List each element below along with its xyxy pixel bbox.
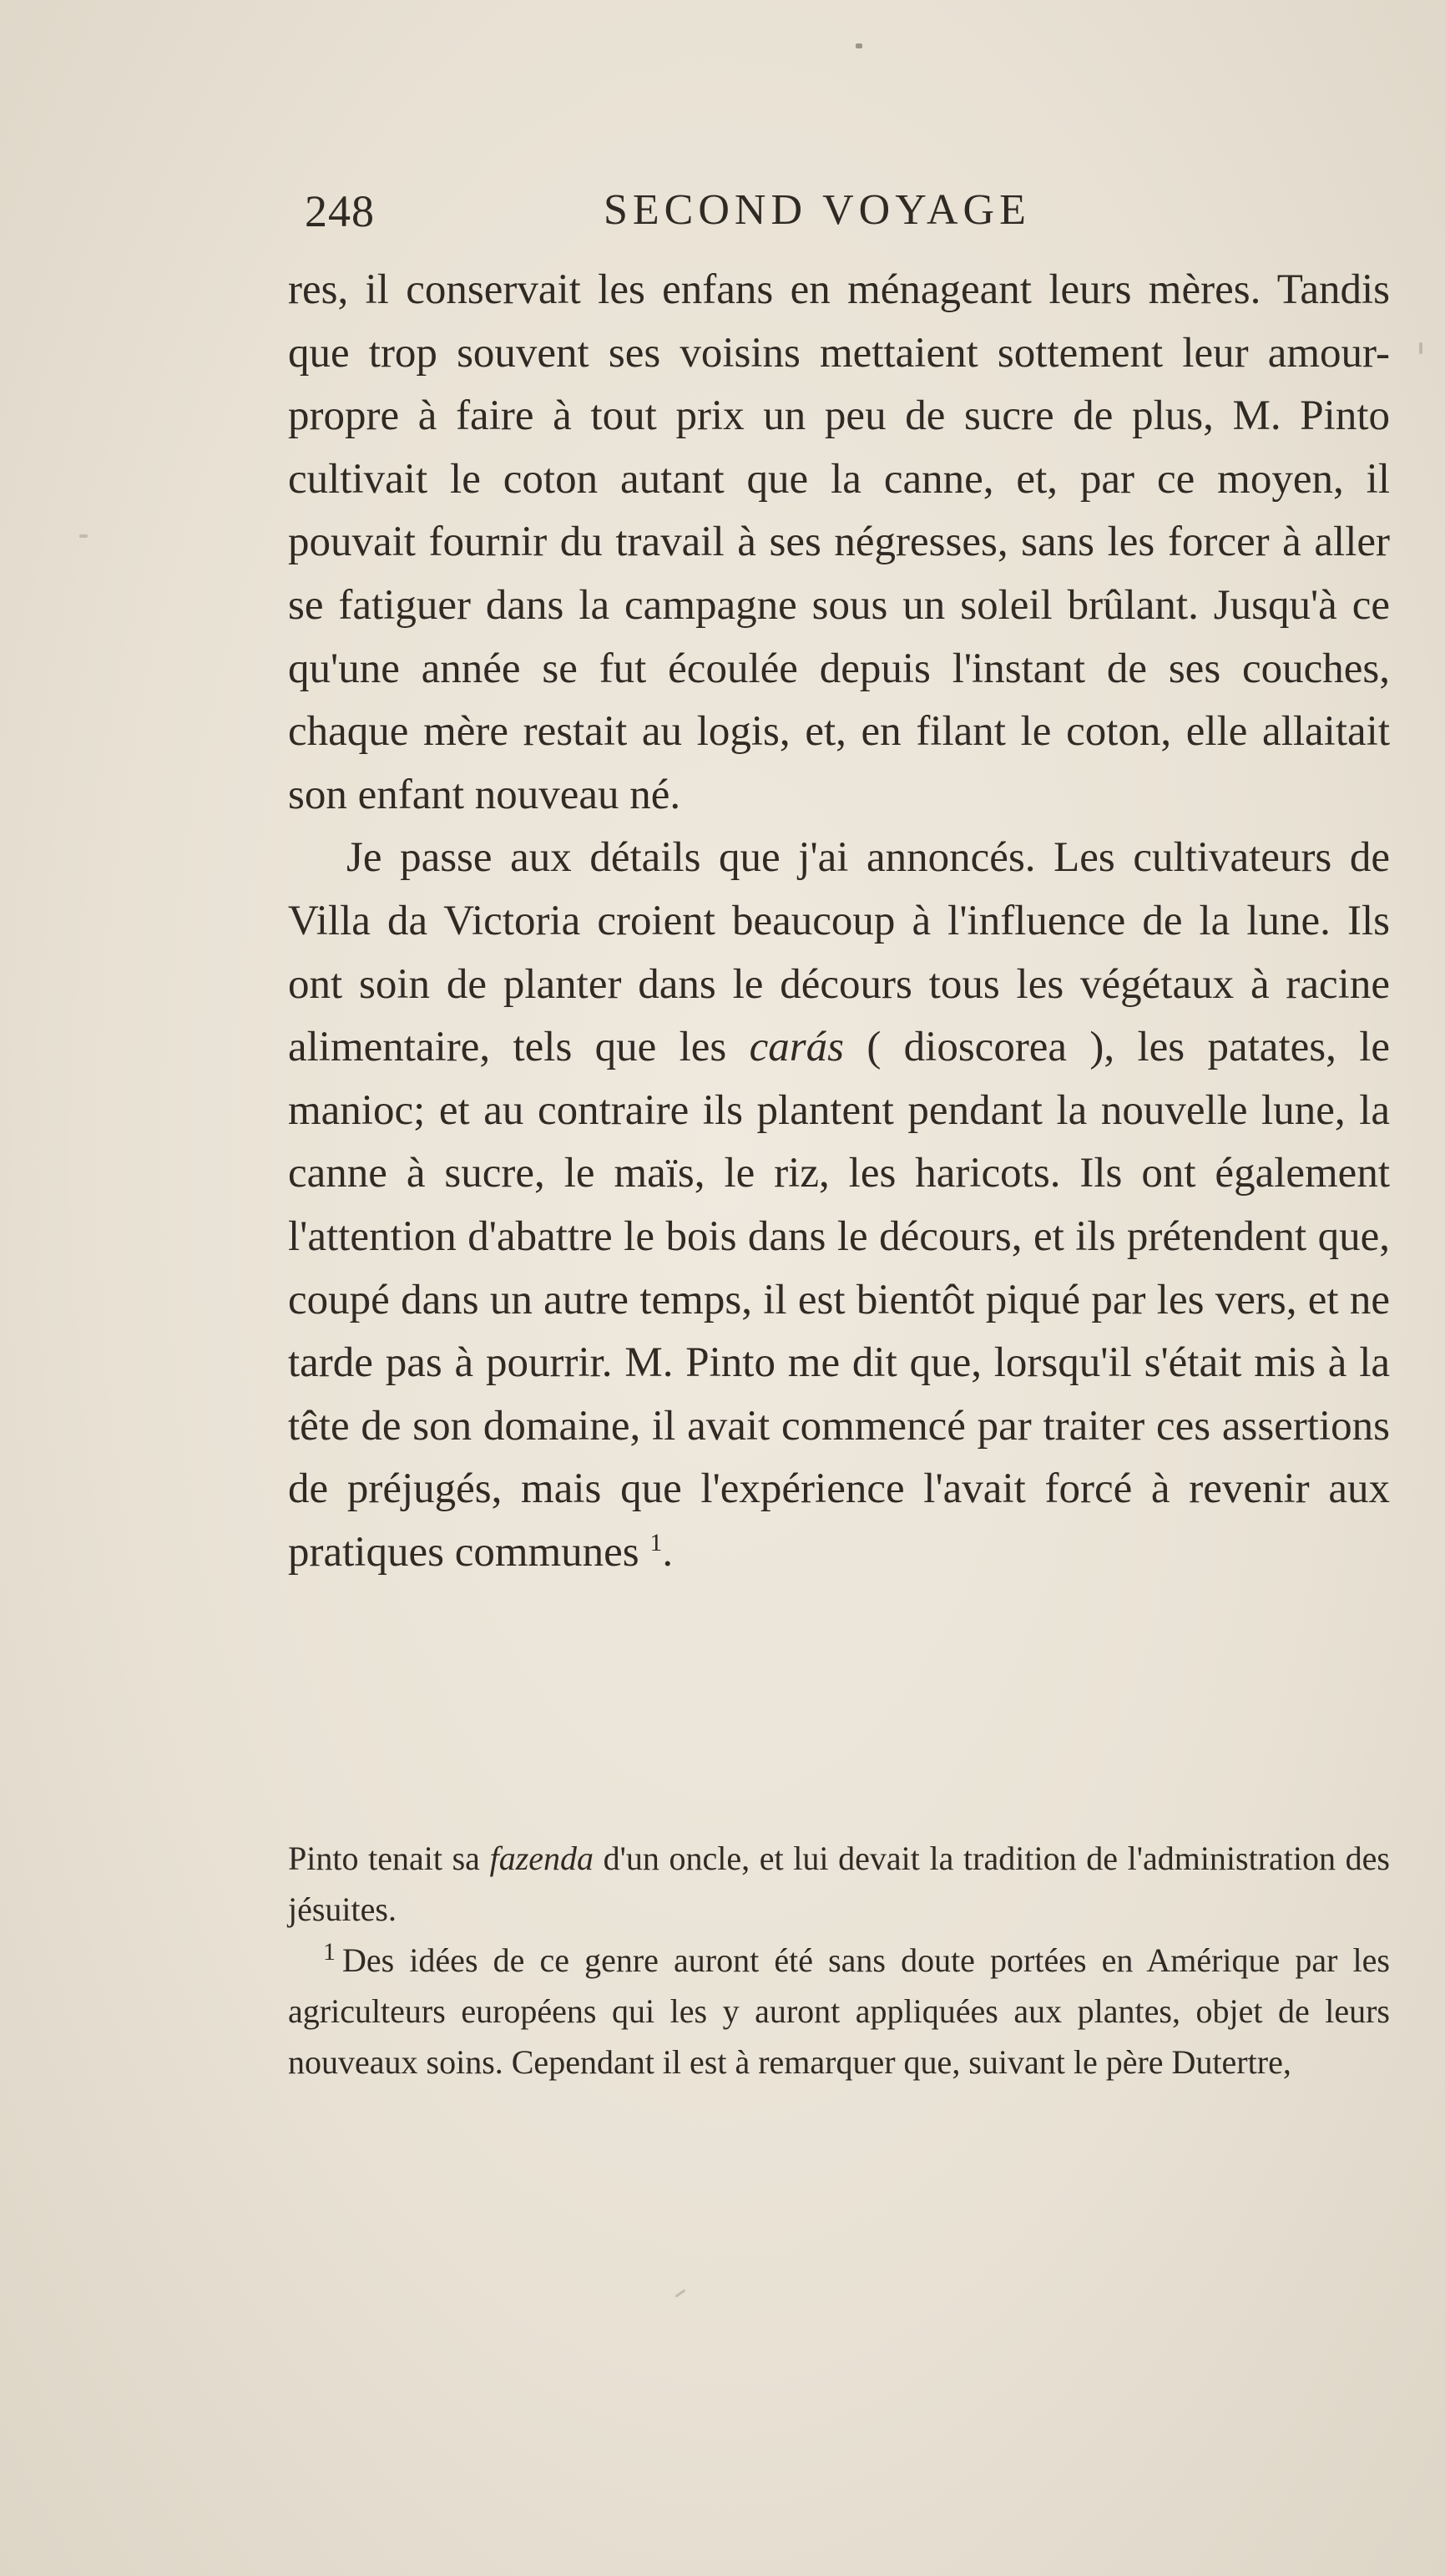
page-number: 248 <box>305 186 375 236</box>
paragraph-2-start: Je passe aux détails que j'ai annoncés. Les cultivateurs de Villa da Victoria croient beaucoup à l'influence de la lune. Ils ont soin de planter dans le décours tous les végétaux à racine alimentaire, tels que les <box>288 834 1390 1071</box>
running-title: SECOND VOYAGE <box>604 186 1031 234</box>
footnote-continuation-end: d'un oncle, et lui devait la tradition de l'administration des jésuites. <box>288 1840 1390 1928</box>
footnote-1-mark: 1 <box>323 1937 336 1966</box>
footnote-1-text: Des idées de ce genre auront été sans doute portées en Amérique par les agriculteurs européens qui les y auront appliquées aux plantes, objet de leurs nouveaux soins. Cependant il est à remarquer que, suivant le père Dutertre, <box>288 1941 1390 2081</box>
paper-speck <box>856 43 862 48</box>
footnote-reference[interactable]: 1 <box>649 1528 663 1556</box>
italic-term-caras: carás <box>749 1024 844 1071</box>
page-header <box>305 185 1106 252</box>
italic-term-fazenda: fazenda <box>489 1840 594 1877</box>
footnote-continuation <box>288 1833 1390 1935</box>
paragraph-2-end: . <box>662 1528 674 1576</box>
paper-speck <box>79 534 88 538</box>
paper-speck <box>1419 342 1422 354</box>
paragraph-2 <box>288 827 1390 1584</box>
paper-speck <box>675 2289 685 2297</box>
footnotes <box>288 1833 1390 2088</box>
footnote-1 <box>288 1935 1390 2088</box>
main-text <box>288 259 1390 1584</box>
paragraph-2-continued: ( dioscorea ), les patates, le manioc; et au contraire ils plantent pendant la nouvelle lune, la canne à sucre, le maïs, le riz, les haricots. Ils ont également l'attention d'abattre le bois dans le décours, et ils prétendent que, coupé dans un autre temps, il est bientôt piqué par les vers, et ne tarde pas à pourrir. M. Pinto me dit que, lorsqu'il s'était mis à la tête de son domaine, il avait commencé par traiter ces assertions de préjugés, mais que l'expérience l'avait forcé à revenir aux pratiques communes <box>288 1024 1390 1576</box>
footnote-continuation-start: Pinto tenait sa <box>288 1840 490 1877</box>
paragraph-1: res, il conservait les enfans en ménageant leurs mères. Tandis que trop souvent ses voisins mettaient sottement leur amour-propre à faire à tout prix un peu de sucre de plus, M. Pinto cultivait le coton autant que la canne, et, par ce moyen, il pouvait fournir du travail à ses négresses, sans les forcer à aller se fatiguer dans la campagne sous un soleil brûlant. Jusqu'à ce qu'une année se fut écoulée depuis l'instant de ses couches, chaque mère restait au logis, et, en filant le coton, elle allaitait son enfant nouveau né. <box>288 266 1390 818</box>
